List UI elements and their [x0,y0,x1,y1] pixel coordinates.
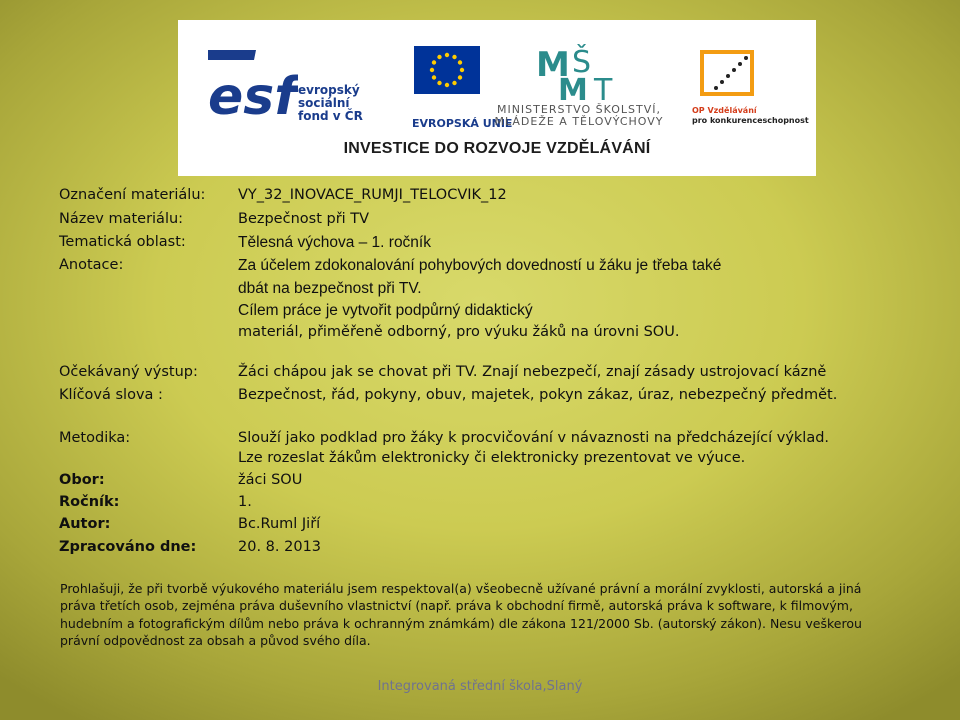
oblast-value: Tělesná výchova – 1. ročník [238,234,431,251]
vystup-label: Očekávaný výstup: [59,364,198,380]
nazev-value: Bezpečnost při TV [238,211,370,227]
investice-heading: INVESTICE DO ROZVOJE VZDĚLÁVÁNÍ [343,140,651,157]
svg-text:esf: esf [208,67,297,118]
anotace-label: Anotace: [59,257,124,273]
msmt-line-2: MLÁDEŽE A TĚLOVÝCHOVY [494,115,664,128]
footer-school-name: Integrovaná střední škola,Slaný [377,679,583,694]
svg-text:M: M [558,73,588,102]
esf-line-3: fond v ČR [298,109,363,123]
metodika-line-1: Slouží jako podklad pro žáky k procvičování v návaznosti na předcházející výklad. [238,430,830,446]
oznaceni-value: VY_32_INOVACE_RUMJI_TELOCVIK_12 [238,187,507,203]
eu-label: EVROPSKÁ UNIE [412,117,513,130]
anotace-line-1: Za účelem zdokonalování pohybových dovedností u žáku je třeba také [238,257,722,274]
zpracovano-value: 20. 8. 2013 [238,539,322,555]
svg-text:M: M [536,45,570,85]
svg-text:Š: Š [572,45,592,80]
anotace-line-4: materiál, přiměřeně odborný, pro výuku žáků na úrovni SOU. [238,324,680,340]
obor-value: žáci SOU [238,472,303,488]
metodika-label: Metodika: [59,430,131,446]
rocnik-value: 1. [238,494,252,510]
obor-label: Obor: [59,472,105,488]
oblast-label: Tematická oblast: [59,234,186,250]
esf-line-2: sociální [298,96,350,110]
esf-line-1: evropský [298,83,360,97]
rocnik-label: Ročník: [59,494,120,510]
anotace-line-2: dbát na bezpečnost při TV. [238,280,422,297]
oznaceni-label: Označení materiálu: [59,187,206,203]
zpracovano-label: Zpracováno dne: [59,539,197,555]
vystup-value-b: Znají nebezpečí, znají zásady ustrojovací kázně [477,364,827,380]
anotace-line-3: Cílem práce je vytvořit podpůrný didaktický [238,302,533,319]
metodika-line-2: Lze rozeslat žákům elektronicky či elektronicky prezentovat ve výuce. [238,450,746,466]
declaration-text: Prohlašuji, že při tvorbě výukového materiálu jsem respektoval(a) všeobecně užívané právní a morální zvyklosti, autorská a jiná práva třetích osob, zejména práva duševního vlastnictví (např. práva k obchodní firmě, autorská práva k software, k filmovým, hudebním a fotografickým dílům nebo práva k ochranným známkám) dle zákona 121/2000 Sb. (autorský zákon). Nesu veškerou právní odpovědnost za obsah a původ svého díla. [60,581,862,648]
autor-value: Bc.Ruml Jiří [238,516,321,532]
klicova-label: Klíčová slova : [59,387,163,403]
op-line-2: pro konkurenceschopnost [692,116,809,125]
op-line-1: OP Vzdělávání [692,106,757,115]
autor-label: Autor: [59,516,111,532]
msmt-line-1: MINISTERSTVO ŠKOLSTVÍ, [496,103,662,116]
vystup-value-a: Žáci chápou jak se chovat při TV. [238,364,478,380]
klicova-value: Bezpečnost, řád, pokyny, obuv, majetek, pokyn zákaz, úraz, nebezpečný předmět. [238,387,838,403]
svg-text:T: T [594,73,613,102]
nazev-label: Název materiálu: [59,211,184,227]
vystup-value [238,364,826,380]
